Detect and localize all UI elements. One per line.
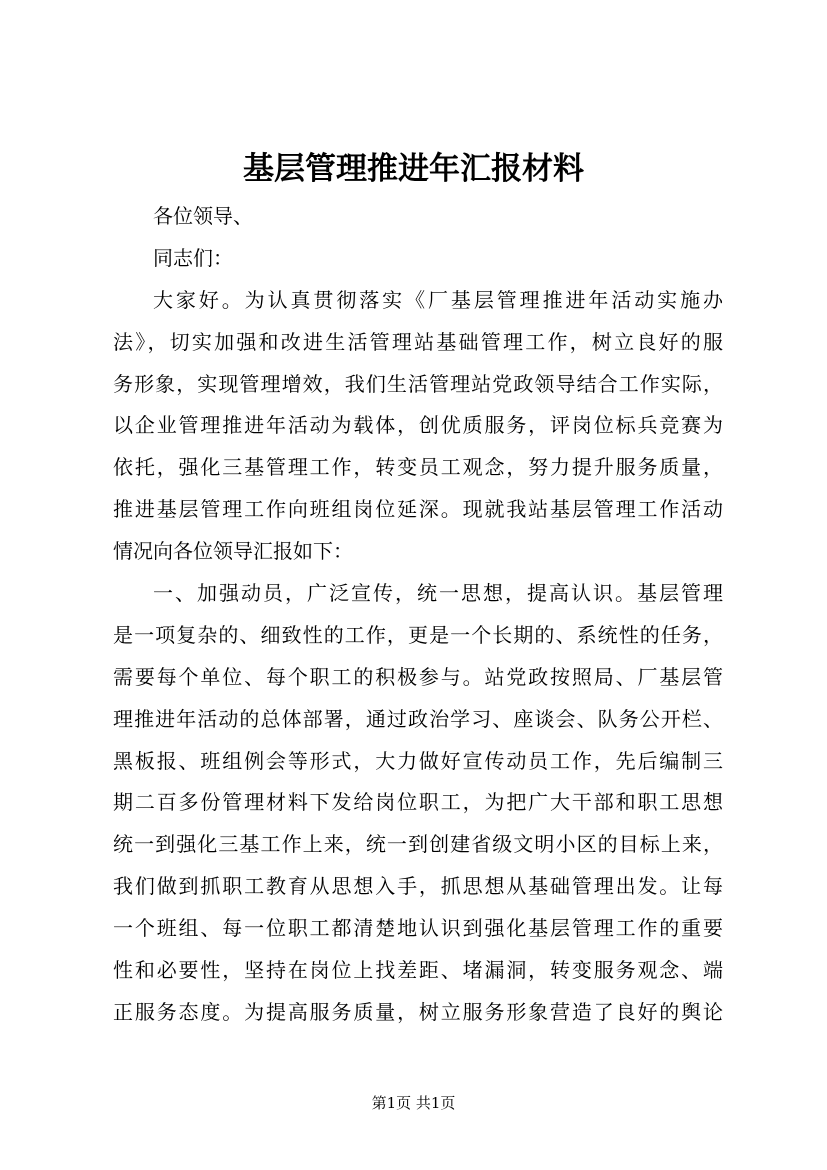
paragraph-line: 大家好。为认真贯彻落实《厂基层管理推进年活动实施办 bbox=[153, 287, 723, 312]
paragraph-line: 法》，切实加强和改进生活管理站基础管理工作，树立良好的服 bbox=[113, 329, 723, 354]
page-footer: 第1页 共1页 bbox=[371, 1094, 456, 1112]
paragraph-line: 黑板报、班组例会等形式，大力做好宣传动员工作，先后编制三 bbox=[113, 748, 723, 773]
paragraph-line: 正服务态度。为提高服务质量，树立服务形象营造了良好的舆论 bbox=[113, 999, 723, 1024]
paragraph-line: 推进基层管理工作向班组岗位延深。现就我站基层管理工作活动 bbox=[113, 497, 723, 522]
paragraph-line: 情况向各位领导汇报如下： bbox=[113, 539, 353, 564]
paragraph-line: 是一项复杂的、细致性的工作，更是一个长期的、系统性的任务， bbox=[113, 622, 723, 647]
salutation-line: 各位领导、 bbox=[153, 204, 253, 228]
salutation-line: 同志们： bbox=[153, 245, 233, 270]
paragraph-line: 务形象，实现管理增效，我们生活管理站党政领导结合工作实际， bbox=[113, 371, 723, 396]
paragraph-line: 一、加强动员，广泛宣传，统一思想，提高认识。基层管理 bbox=[153, 581, 723, 606]
paragraph-line: 统一到强化三基工作上来，统一到创建省级文明小区的目标上来， bbox=[113, 832, 723, 857]
paragraph-line: 依托，强化三基管理工作，转变员工观念，努力提升服务质量， bbox=[113, 455, 723, 480]
paragraph-line: 需要每个单位、每个职工的积极参与。站党政按照局、厂基层管 bbox=[113, 664, 723, 689]
paragraph-line: 以企业管理推进年活动为载体，创优质服务，评岗位标兵竞赛为 bbox=[113, 413, 723, 438]
paragraph-line: 性和必要性，坚持在岗位上找差距、堵漏洞，转变服务观念、端 bbox=[113, 958, 723, 983]
paragraph-line: 期二百多份管理材料下发给岗位职工，为把广大干部和职工思想 bbox=[113, 790, 723, 815]
paragraph-line: 我们做到抓职工教育从思想入手，抓思想从基础管理出发。让每 bbox=[113, 874, 723, 899]
document-body bbox=[113, 196, 723, 1034]
paragraph-line: 理推进年活动的总体部署，通过政治学习、座谈会、队务公开栏、 bbox=[113, 706, 723, 731]
paragraph-line: 一个班组、每一位职工都清楚地认识到强化基层管理工作的重要 bbox=[113, 916, 723, 941]
document-title: 基层管理推进年汇报材料 bbox=[243, 151, 584, 187]
